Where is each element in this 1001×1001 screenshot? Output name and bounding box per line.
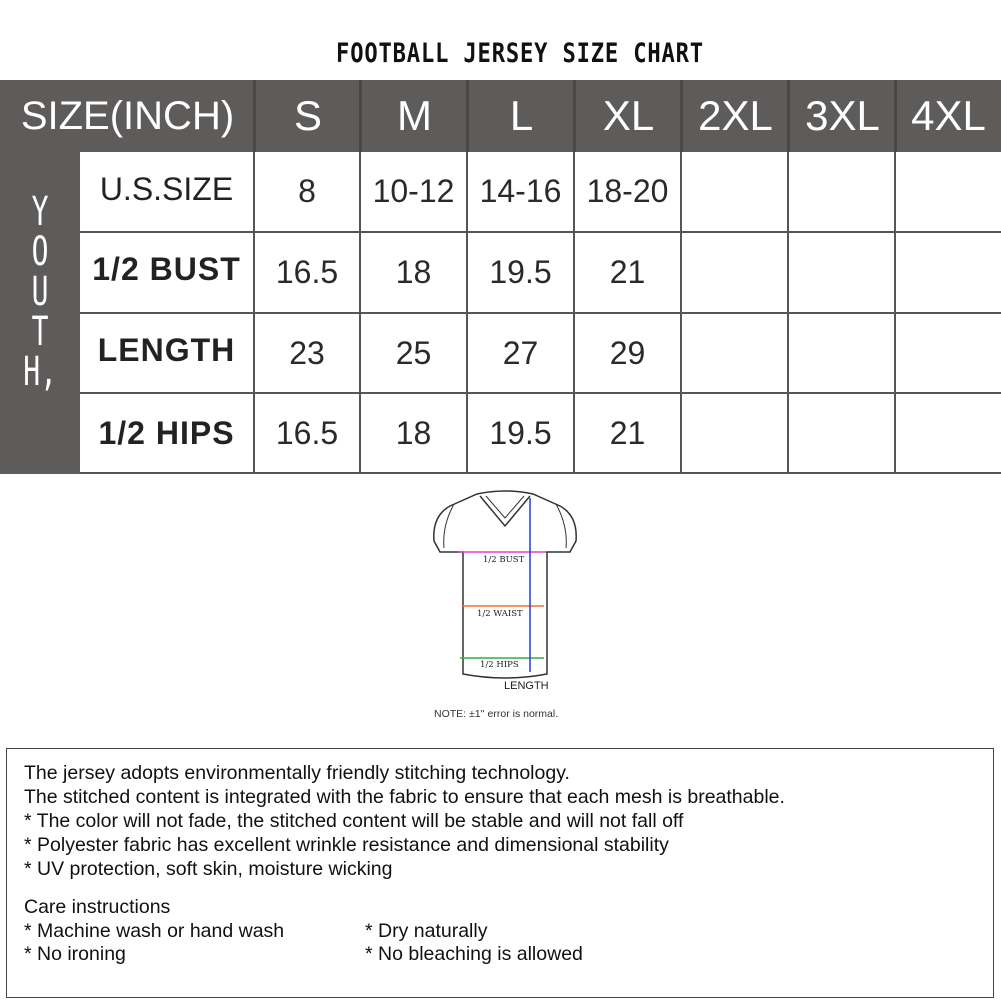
table-cell [682,152,787,231]
care-item: * Dry naturally [365,920,488,942]
table-cell: 27 [502,334,539,371]
table-cell: 16.5 [275,414,339,451]
table-cell: 14-16 [479,173,562,209]
info-line: * The color will not fade, the stitched content will be stable and will not fall off [24,810,684,832]
table-cell [896,152,1001,231]
youth-vertical-label [0,152,80,474]
youth-letter: Y [31,189,49,235]
table-cell: 18-20 [586,173,669,209]
youth-letter: T [31,309,49,355]
size-chart-table [0,80,1001,474]
youth-comma: , [40,349,57,395]
table-cell: 8 [298,173,316,209]
header-size-4xl: 4XL [911,92,986,139]
info-line: The jersey adopts environmentally friendly stitching technology. [24,762,570,784]
table-cell: 25 [395,334,432,371]
info-line: The stitched content is integrated with the fabric to ensure that each mesh is breathable. [24,786,785,808]
table-cell [789,314,894,392]
table-cell [789,394,894,472]
table-cell: 21 [609,414,646,451]
page-title: FOOTBALL JERSEY SIZE CHART [336,38,704,69]
row-label-bust: 1/2 BUST [92,251,241,287]
header-size-l: L [509,92,534,139]
row-label-us-size: U.S.SIZE [99,171,234,207]
youth-letter-h: H [23,349,40,395]
table-cell: 29 [609,334,646,371]
table-cell [682,314,787,392]
table-cell: 18 [395,254,432,290]
youth-letter: U [31,269,49,315]
youth-letter [23,349,57,395]
table-cell [789,152,894,231]
row-divider [80,472,1001,474]
table-cell: 19.5 [489,414,552,451]
header-size-3xl: 3XL [805,92,880,139]
care-item: * No ironing [24,943,126,965]
info-line: * Polyester fabric has excellent wrinkle resistance and dimensional stability [24,834,669,856]
table-cell: 16.5 [275,254,339,290]
care-item: * No bleaching is allowed [365,943,583,965]
table-cell [896,314,1001,392]
hips-label: 1/2 HIPS [480,660,519,670]
header-size-xl: XL [602,92,655,139]
bust-label: 1/2 BUST [483,555,525,565]
table-cell: 19.5 [489,254,552,290]
table-body [80,152,1001,474]
table-cell [682,394,787,472]
info-line: * UV protection, soft skin, moisture wicking [24,858,393,880]
row-label-length: LENGTH [97,331,236,368]
row-label-hips: 1/2 HIPS [98,414,235,451]
table-cell: 18 [395,414,432,451]
care-item: * Machine wash or hand wash [24,920,285,942]
table-cell [896,394,1001,472]
product-info-box [6,748,994,998]
header-size-m: M [397,92,432,139]
table-cell [682,233,787,312]
table-cell [789,233,894,312]
header-size-2xl: 2XL [698,92,773,139]
care-title: Care instructions [24,896,171,918]
table-cell: 23 [289,334,325,371]
table-cell: 10-12 [372,173,455,209]
length-label: LENGTH [504,680,549,692]
table-cell: 21 [609,254,646,290]
waist-label: 1/2 WAIST [477,609,523,619]
header-size-s: S [293,92,322,139]
table-cell [896,233,1001,312]
header-size-label: SIZE(INCH) [20,93,235,138]
jersey-diagram [420,486,590,696]
youth-letter: O [31,229,49,275]
measurement-note: NOTE: ±1'' error is normal. [434,708,559,720]
